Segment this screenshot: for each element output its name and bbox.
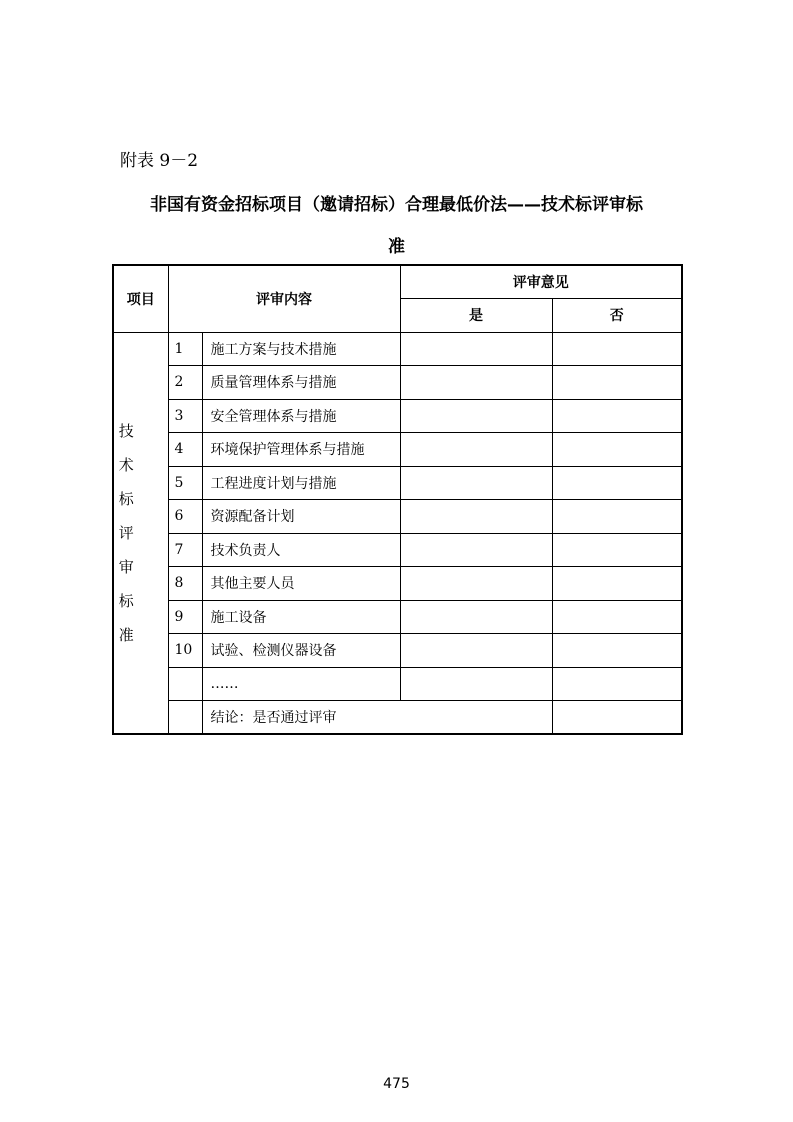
yes-cell[interactable]: [400, 366, 552, 400]
row-content: 技术负责人: [202, 533, 400, 567]
side-label-line: 准: [118, 625, 142, 644]
yes-cell[interactable]: [400, 433, 552, 467]
row-number: 10: [168, 634, 202, 668]
table-row: [113, 667, 682, 701]
yes-cell[interactable]: [400, 567, 552, 601]
row-number: 9: [168, 600, 202, 634]
yes-cell[interactable]: [400, 399, 552, 433]
header-item: 项目: [113, 265, 168, 332]
row-number: 5: [168, 466, 202, 500]
header-no: 否: [552, 299, 682, 333]
conclusion-text: 结论：是否通过评审: [202, 701, 552, 735]
conclusion-number: [168, 701, 202, 735]
no-cell[interactable]: [552, 366, 682, 400]
yes-cell[interactable]: [400, 332, 552, 366]
row-content: 施工方案与技术措施: [202, 332, 400, 366]
row-number: 3: [168, 399, 202, 433]
no-cell[interactable]: [552, 433, 682, 467]
row-number: 6: [168, 500, 202, 534]
table-row: [113, 433, 682, 467]
no-cell[interactable]: [552, 399, 682, 433]
conclusion-no-cell[interactable]: [552, 701, 682, 735]
row-number: 4: [168, 433, 202, 467]
header-yes: 是: [400, 299, 552, 333]
side-label-text: [119, 414, 163, 652]
row-content: 环境保护管理体系与措施: [202, 433, 400, 467]
table-row: [113, 500, 682, 534]
no-cell[interactable]: [552, 500, 682, 534]
no-cell[interactable]: [552, 667, 682, 701]
no-cell[interactable]: [552, 600, 682, 634]
table-row: [113, 600, 682, 634]
row-number: 1: [168, 332, 202, 366]
row-content: 资源配备计划: [202, 500, 400, 534]
row-number: [168, 667, 202, 701]
no-cell[interactable]: [552, 567, 682, 601]
table-row: [113, 399, 682, 433]
table-row: [113, 332, 682, 366]
no-cell[interactable]: [552, 634, 682, 668]
side-label: [113, 332, 168, 734]
side-label-line: 标 评: [118, 489, 142, 542]
side-label-line: 技 术: [118, 421, 142, 474]
side-label-line: 标: [118, 591, 142, 610]
table-row: [113, 466, 682, 500]
table-row: [113, 533, 682, 567]
no-cell[interactable]: [552, 332, 682, 366]
side-label-line: 审: [118, 557, 142, 576]
row-content: 试验、检测仪器设备: [202, 634, 400, 668]
yes-cell[interactable]: [400, 634, 552, 668]
table-row: [113, 634, 682, 668]
row-content: 其他主要人员: [202, 567, 400, 601]
yes-cell[interactable]: [400, 667, 552, 701]
yes-cell[interactable]: [400, 466, 552, 500]
header-content: 评审内容: [168, 265, 400, 332]
yes-cell[interactable]: [400, 533, 552, 567]
evaluation-table: [112, 264, 683, 735]
yes-cell[interactable]: [400, 600, 552, 634]
table-row: [113, 567, 682, 601]
row-content: 安全管理体系与措施: [202, 399, 400, 433]
page-number: 475: [383, 1076, 410, 1092]
row-number: 7: [168, 533, 202, 567]
yes-cell[interactable]: [400, 500, 552, 534]
row-content: 工程进度计划与措施: [202, 466, 400, 500]
row-number: 8: [168, 567, 202, 601]
table-title: 非国有资金招标项目（邀请招标）合理最低价法——技术标评审标: [150, 195, 643, 215]
table-title-continued: 准: [388, 237, 405, 257]
row-content: 质量管理体系与措施: [202, 366, 400, 400]
no-cell[interactable]: [552, 533, 682, 567]
table-row: [113, 366, 682, 400]
header-row: [113, 265, 682, 299]
conclusion-row: [113, 701, 682, 735]
row-content: 施工设备: [202, 600, 400, 634]
no-cell[interactable]: [552, 466, 682, 500]
header-opinion: 评审意见: [400, 265, 682, 299]
appendix-label: 附表 9－2: [120, 151, 199, 171]
row-number: 2: [168, 366, 202, 400]
row-content: ……: [202, 667, 400, 701]
